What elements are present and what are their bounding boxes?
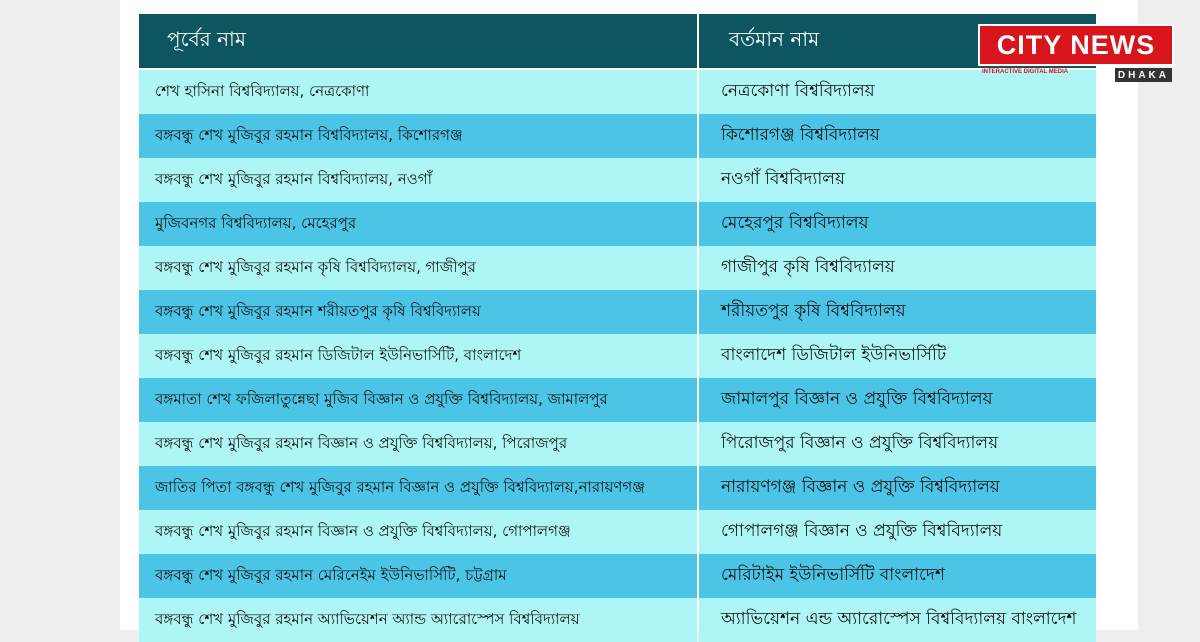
previous-name-cell: বঙ্গবন্ধু শেখ মুজিবুর রহমান বিজ্ঞান ও প্রযুক্তি বিশ্ববিদ্যালয়, গোপালগঞ্জ [139,510,697,554]
table-row [139,246,1096,290]
logo-tagline: INTERACTIVE DIGITAL MEDIA [982,69,1069,75]
header-previous-name: পূর্বের নাম [139,14,697,68]
current-name-cell: পিরোজপুর বিজ্ঞান ও প্রযুক্তি বিশ্ববিদ্যালয় [699,422,1096,466]
table-row [139,202,1096,246]
table-row [139,70,1096,114]
table-row [139,158,1096,202]
current-name-cell: বাংলাদেশ ডিজিটাল ইউনিভার্সিটি [699,334,1096,378]
previous-name-cell: বঙ্গবন্ধু শেখ মুজিবুর রহমান ডিজিটাল ইউনিভার্সিটি, বাংলাদেশ [139,334,697,378]
previous-name-cell: বঙ্গবন্ধু শেখ মুজিবুর রহমান কৃষি বিশ্ববিদ্যালয়, গাজীপুর [139,246,697,290]
current-name-cell: কিশোরগঞ্জ বিশ্ববিদ্যালয় [699,114,1096,158]
current-name-cell: গাজীপুর কৃষি বিশ্ববিদ্যালয় [699,246,1096,290]
previous-name-cell: বঙ্গবন্ধু শেখ মুজিবুর রহমান মেরিনেইম ইউনিভার্সিটি, চট্টগ্রাম [139,554,697,598]
table-row [139,290,1096,334]
previous-name-cell: বঙ্গবন্ধু শেখ মুজিবুর রহমান অ্যাভিয়েশন অ্যান্ড অ্যারোস্পেস বিশ্ববিদ্যালয় [139,598,697,642]
previous-name-cell: শেখ হাসিনা বিশ্ববিদ্যালয়, নেত্রকোণা [139,70,697,114]
table-row [139,422,1096,466]
previous-name-cell: বঙ্গবন্ধু শেখ মুজিবুর রহমান বিশ্ববিদ্যালয়, কিশোরগঞ্জ [139,114,697,158]
table-row [139,114,1096,158]
current-name-cell: মেরিটাইম ইউনিভার্সিটি বাংলাদেশ [699,554,1096,598]
previous-name-cell: বঙ্গবন্ধু শেখ মুজিবুর রহমান বিজ্ঞান ও প্রযুক্তি বিশ্ববিদ্যালয়, পিরোজপুর [139,422,697,466]
table-body [139,70,1096,642]
header-current-name: বর্তমান নাম [699,14,1096,68]
table-row [139,378,1096,422]
table-row [139,554,1096,598]
previous-name-cell: বঙ্গবন্ধু শেখ মুজিবুর রহমান বিশ্ববিদ্যালয়, নওগাঁ [139,158,697,202]
table-row [139,510,1096,554]
previous-name-cell: বঙ্গবন্ধু শেখ মুজিবুর রহমান শরীয়তপুর কৃষি বিশ্ববিদ্যালয় [139,290,697,334]
current-name-cell: শরীয়তপুর কৃষি বিশ্ববিদ্যালয় [699,290,1096,334]
previous-name-cell: বঙ্গমাতা শেখ ফজিলাতুন্নেছা মুজিব বিজ্ঞান ও প্রযুক্তি বিশ্ববিদ্যালয়, জামালপুর [139,378,697,422]
current-name-cell: গোপালগঞ্জ বিজ্ঞান ও প্রযুক্তি বিশ্ববিদ্যালয় [699,510,1096,554]
current-name-cell: মেহেরপুর বিশ্ববিদ্যালয় [699,202,1096,246]
table-row [139,598,1096,642]
previous-name-cell: জাতির পিতা বঙ্গবন্ধু শেখ মুজিবুর রহমান বিজ্ঞান ও প্রযুক্তি বিশ্ববিদ্যালয়,নারায়ণগঞ্জ [139,466,697,510]
current-name-cell: নারায়ণগঞ্জ বিজ্ঞান ও প্রযুক্তি বিশ্ববিদ্যালয় [699,466,1096,510]
current-name-cell: নওগাঁ বিশ্ববিদ্যালয় [699,158,1096,202]
previous-name-cell: মুজিবনগর বিশ্ববিদ্যালয়, মেহেরপুর [139,202,697,246]
current-name-cell: নেত্রকোণা বিশ্ববিদ্যালয় [699,70,1096,114]
logo-city: DHAKA [1115,68,1172,82]
table-row [139,466,1096,510]
logo-wordmark: CITY NEWS [978,24,1174,66]
current-name-cell: জামালপুর বিজ্ঞান ও প্রযুক্তি বিশ্ববিদ্যালয় [699,378,1096,422]
city-news-logo [978,24,1174,80]
name-change-table [139,14,1096,642]
table-header-row [139,14,1096,68]
table-row [139,334,1096,378]
current-name-cell: অ্যাভিয়েশন এন্ড অ্যারোস্পেস বিশ্ববিদ্যালয় বাংলাদেশ [699,598,1096,642]
